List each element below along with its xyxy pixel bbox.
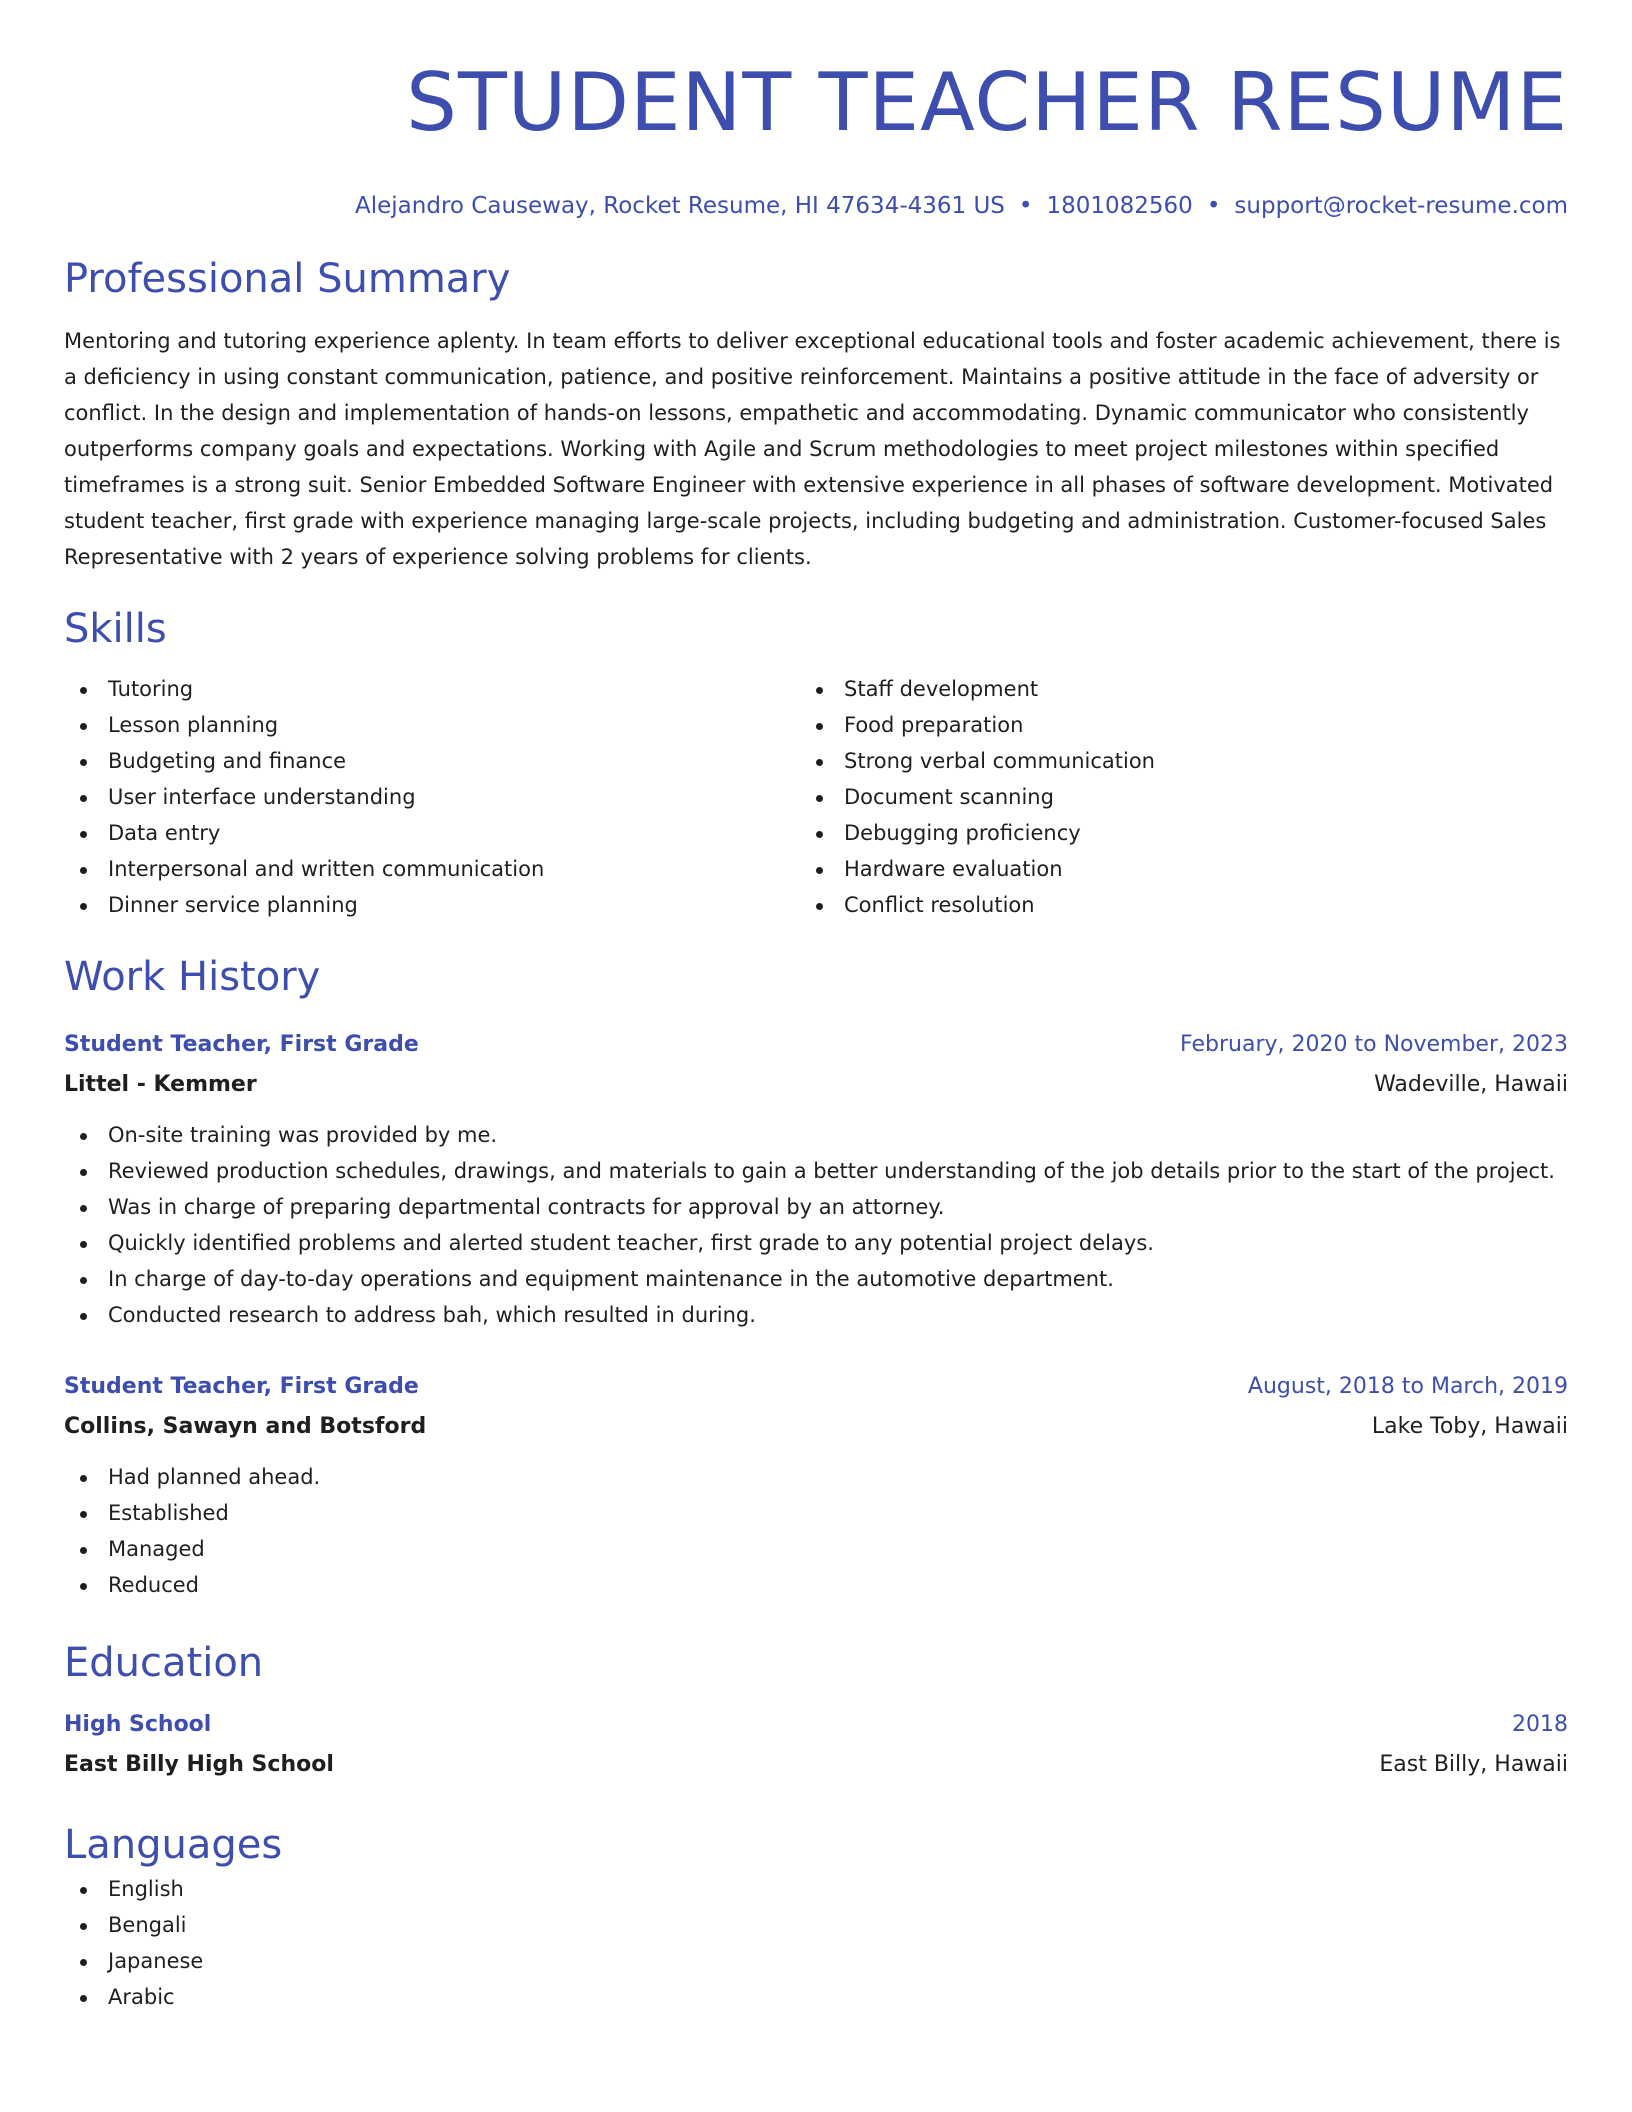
language-item: English bbox=[64, 1871, 1568, 1907]
skills-grid bbox=[64, 671, 1568, 923]
contact-phone: 1801082560 bbox=[1046, 193, 1193, 219]
job-bullets bbox=[64, 1459, 1568, 1603]
skill-item: Tutoring bbox=[64, 671, 800, 707]
job-title: Student Teacher, First Grade bbox=[64, 1374, 419, 1399]
contact-separator: • bbox=[1206, 193, 1221, 219]
resume-title: STUDENT TEACHER RESUME bbox=[406, 56, 1568, 149]
contact-address: Alejandro Causeway, Rocket Resume, HI 47634-4361 US bbox=[355, 193, 1005, 219]
contact-email: support@rocket-resume.com bbox=[1234, 193, 1568, 219]
job-bullet: Was in charge of preparing departmental contracts for approval by an attorney. bbox=[64, 1189, 1568, 1225]
job-bullet: Established bbox=[64, 1495, 1568, 1531]
job-bullet: Reduced bbox=[64, 1567, 1568, 1603]
summary-text: Mentoring and tutoring experience aplenty. In team efforts to deliver exceptional educational tools and foster academic achievement, there is a deficiency in using constant communication, patience, and positive reinforcement. Maintains a positive attitude in the face of adversity or conflict. In the design and implementation of hands-on lessons, empathetic and accommodating. Dynamic communicator who consistently outperforms company goals and expectations. Working with Agile and Scrum methodologies to meet project milestones within specified timeframes is a strong suit. Senior Embedded Software Engineer with extensive experience in all phases of software development. Motivated student teacher, first grade with experience managing large-scale projects, including budgeting and administration. Customer-focused Sales Representative with 2 years of experience solving problems for clients. bbox=[64, 329, 1561, 569]
languages-heading: Languages bbox=[64, 1822, 283, 1868]
job-dates: February, 2020 to November, 2023 bbox=[1180, 1032, 1568, 1057]
skills-heading: Skills bbox=[64, 606, 167, 652]
skills-column-left bbox=[64, 671, 800, 923]
language-item: Japanese bbox=[64, 1943, 1568, 1979]
summary-heading: Professional Summary bbox=[64, 256, 511, 302]
job-bullets bbox=[64, 1117, 1568, 1333]
education-entry bbox=[64, 1705, 1568, 1785]
skill-item: Debugging proficiency bbox=[800, 815, 1536, 851]
skill-item: Staff development bbox=[800, 671, 1536, 707]
education-heading: Education bbox=[64, 1640, 264, 1686]
work-history-heading: Work History bbox=[64, 954, 321, 1000]
job-company-row bbox=[64, 1407, 1568, 1447]
education-section bbox=[64, 1637, 1568, 1785]
skill-item: Interpersonal and written communication bbox=[64, 851, 800, 887]
education-location: East Billy, Hawaii bbox=[1379, 1752, 1568, 1777]
skill-item: Data entry bbox=[64, 815, 800, 851]
job-bullet: Conducted research to address bah, which resulted in during. bbox=[64, 1297, 1568, 1333]
skill-item: Food preparation bbox=[800, 707, 1536, 743]
resume-header bbox=[64, 55, 1568, 221]
contact-separator: • bbox=[1018, 193, 1033, 219]
education-year: 2018 bbox=[1512, 1712, 1568, 1737]
skills-list-right bbox=[800, 671, 1536, 923]
job-entry bbox=[64, 1025, 1568, 1333]
languages-list bbox=[64, 1871, 1568, 2015]
skill-item: Budgeting and finance bbox=[64, 743, 800, 779]
job-location: Lake Toby, Hawaii bbox=[1371, 1414, 1568, 1439]
job-bullet: Reviewed production schedules, drawings, and materials to gain a better understanding of the job details prior to the start of the project. bbox=[64, 1153, 1568, 1189]
language-item: Bengali bbox=[64, 1907, 1568, 1943]
job-title: Student Teacher, First Grade bbox=[64, 1032, 419, 1057]
job-header-row bbox=[64, 1025, 1568, 1065]
work-history-section bbox=[64, 951, 1568, 1603]
job-entry bbox=[64, 1367, 1568, 1603]
job-bullet: Quickly identified problems and alerted student teacher, first grade to any potential project delays. bbox=[64, 1225, 1568, 1261]
job-bullet: Managed bbox=[64, 1531, 1568, 1567]
education-school: East Billy High School bbox=[64, 1752, 334, 1777]
contact-line bbox=[64, 191, 1568, 221]
job-dates: August, 2018 to March, 2019 bbox=[1247, 1374, 1568, 1399]
job-bullet: On-site training was provided by me. bbox=[64, 1117, 1568, 1153]
job-header-row bbox=[64, 1367, 1568, 1407]
education-header-row bbox=[64, 1705, 1568, 1745]
summary-section bbox=[64, 253, 1568, 575]
skills-list-left bbox=[64, 671, 800, 923]
skill-item: Document scanning bbox=[800, 779, 1536, 815]
job-bullet: Had planned ahead. bbox=[64, 1459, 1568, 1495]
job-company: Littel - Kemmer bbox=[64, 1072, 257, 1097]
skills-column-right bbox=[800, 671, 1536, 923]
language-item: Arabic bbox=[64, 1979, 1568, 2015]
job-company-row bbox=[64, 1065, 1568, 1105]
skill-item: Dinner service planning bbox=[64, 887, 800, 923]
languages-section bbox=[64, 1819, 1568, 2015]
job-company: Collins, Sawayn and Botsford bbox=[64, 1414, 427, 1439]
skill-item: Strong verbal communication bbox=[800, 743, 1536, 779]
job-bullet: In charge of day-to-day operations and equipment maintenance in the automotive department. bbox=[64, 1261, 1568, 1297]
skill-item: Hardware evaluation bbox=[800, 851, 1536, 887]
skill-item: User interface understanding bbox=[64, 779, 800, 815]
skill-item: Conflict resolution bbox=[800, 887, 1536, 923]
skill-item: Lesson planning bbox=[64, 707, 800, 743]
education-degree: High School bbox=[64, 1712, 212, 1737]
job-location: Wadeville, Hawaii bbox=[1374, 1072, 1568, 1097]
education-school-row bbox=[64, 1745, 1568, 1785]
skills-section bbox=[64, 603, 1568, 923]
